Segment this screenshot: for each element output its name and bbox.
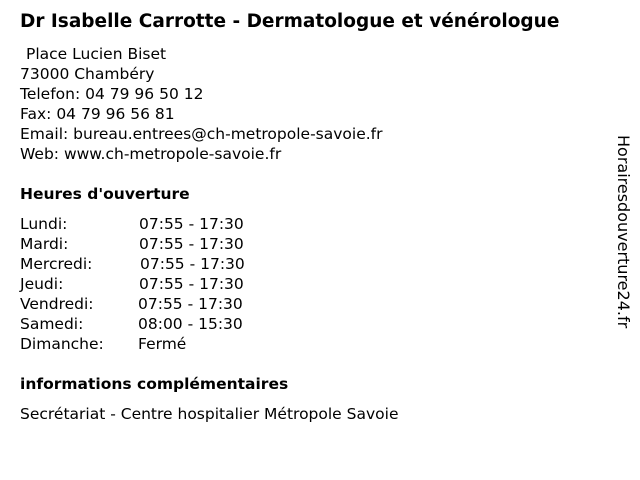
day-label: Jeudi: <box>20 275 64 293</box>
time-range: 07:55 - 17:30 <box>138 295 243 313</box>
info-heading: informations complémentaires <box>20 375 289 393</box>
time-range: Fermé <box>138 335 187 353</box>
info-text: Secrétariat - Centre hospitalier Métropole Savoie <box>20 405 399 423</box>
day-label: Samedi: <box>20 315 84 333</box>
email-line: Email: bureau.entrees@ch-metropole-savoie.fr <box>20 125 383 143</box>
hours-row-jeudi <box>20 274 320 294</box>
time-range: 08:00 - 15:30 <box>138 315 243 333</box>
site-watermark: Horairesdouverture24.fr <box>614 135 633 329</box>
street-address: Place Lucien Biset <box>26 45 167 63</box>
day-label: Mercredi: <box>20 255 93 273</box>
contact-block <box>20 44 383 164</box>
city-line: 73000 Chambéry <box>20 65 155 83</box>
day-label: Dimanche: <box>20 335 104 353</box>
day-label: Vendredi: <box>20 295 94 313</box>
day-label: Lundi: <box>20 215 68 233</box>
hours-row-dimanche <box>20 334 320 354</box>
day-label: Mardi: <box>20 235 69 253</box>
page-title: Dr Isabelle Carrotte - Dermatologue et vénérologue <box>20 11 560 32</box>
time-range: 07:55 - 17:30 <box>139 215 244 233</box>
hours-row-lundi <box>20 214 320 234</box>
time-range: 07:55 - 17:30 <box>140 255 245 273</box>
hours-row-vendredi <box>20 294 320 314</box>
hours-row-mercredi <box>20 254 320 274</box>
hours-row-mardi <box>20 234 320 254</box>
hours-table <box>20 214 320 354</box>
hours-heading: Heures d'ouverture <box>20 185 190 203</box>
phone-line: Telefon: 04 79 96 50 12 <box>20 85 204 103</box>
time-range: 07:55 - 17:30 <box>139 275 244 293</box>
web-line: Web: www.ch-metropole-savoie.fr <box>20 145 282 163</box>
hours-row-samedi <box>20 314 320 334</box>
fax-line: Fax: 04 79 96 56 81 <box>20 105 175 123</box>
time-range: 07:55 - 17:30 <box>139 235 244 253</box>
